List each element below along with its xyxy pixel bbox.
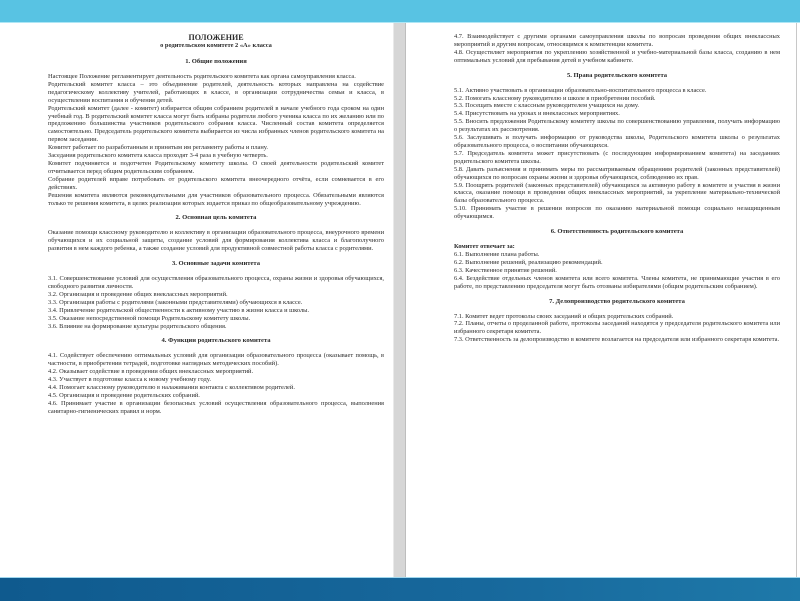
list-item: 7.2. Планы, отчеты о проделанной работе, протоколы заседаний находятся у председателя родительского комитета или избранного секретаря комитета. bbox=[454, 320, 780, 336]
list-item: 3.5. Оказание непосредственной помощи Родительскому комитету школы. bbox=[48, 314, 251, 322]
list-item: 4.3. Участвует в подготовке класса к новому учебному году. bbox=[48, 376, 211, 384]
document-subtitle: о родительском комитете 2 «А» класса bbox=[160, 42, 272, 49]
list-item: 5.2. Помогать классному руководителю и школе в приобретении пособий. bbox=[454, 94, 656, 102]
page-gutter bbox=[393, 23, 406, 577]
list-item: 7.3. Ответственность за делопроизводство в комитете возлагается на председателя или избранного секретаря комитета. bbox=[454, 336, 780, 344]
list-item: 4.2. Оказывает содействие в проведении общих внеклассных мероприятий. bbox=[48, 368, 254, 376]
section-heading: 1. Общие положения bbox=[185, 58, 247, 65]
list-item: 5.3. Посещать вместе с классным руководителем учащихся на дому. bbox=[454, 102, 639, 110]
list-item: 3.1. Совершенствование условий для осуществления образовательного процесса, охраны жизни и здоровья обучающихся, свободного развития личности. bbox=[48, 275, 384, 291]
list-item: 4.6. Принимает участие в организации безопасных условий осуществления образовательного процесса, выполнения санитарно-гигиенических правил и норм. bbox=[48, 399, 384, 415]
bottom-banner bbox=[0, 577, 800, 601]
paragraph: Родительский комитет класса – это объединение родителей, деятельность которых направлена на содействие педагогическому коллективу учителей, работающих в классе, в организации сотрудничества семьи и класса, в осуществлении воспитания и обучения детей. bbox=[48, 80, 384, 104]
paragraph: Родительский комитет (далее - комитет) избирается общим собранием родителей в начале учебного года сроком на один учебный год. В родительский комитет класса могут быть избраны родители любого ученика класса по их желанию или по предложению большинства участников родительского собрания класса. Численный состав комитета определяется самостоятельно. Председатель родительского комитета выбирается из числа избранных членов родительского комитета на первом заседании. bbox=[48, 104, 384, 144]
paragraph: Настоящее Положение регламентирует деятельность родительского комитета как органа самоуправления класса. bbox=[48, 73, 356, 80]
section-heading: 5. Права родительского комитета bbox=[566, 71, 668, 79]
list-item: 5.10. Принимать участие в решении вопросов по оказанию материальной помощи социально незащищенным обучающимся. bbox=[454, 205, 780, 221]
list-item: 6.1. Выполнение плана работы. bbox=[454, 251, 540, 259]
paragraph: Комитет подчиняется и подотчетен Родительскому комитету школы. О своей деятельности родительский комитет отчитывается перед общим родительским собранием. bbox=[48, 159, 384, 175]
top-banner bbox=[0, 0, 800, 23]
list-item: 6.2. Выполнение решений, реализацию рекомендаций. bbox=[454, 258, 603, 266]
section-heading: 3. Основные задачи комитета bbox=[171, 260, 261, 268]
paragraph: Оказание помощи классному руководителю и коллективу в организации образовательного процесса, внеурочного времени обучающихся и их социальной защиты, создание условий для формирования коллектива класса и благополучного развития в нем каждого ребенка, а также создание условий для продуктивной совместной работы класса с родителями. bbox=[48, 229, 384, 253]
list-item: 5.1. Активно участвовать в организации образовательно-воспитательного процесса в классе. bbox=[454, 86, 707, 94]
list-item: 5.9. Поощрять родителей (законных представителей) обучающихся за активную работу в комитете и участия в жизни класса, оказание помощи в проведении общих внеклассных мероприятий, за укрепление материально-технической базы образовательного процесса. bbox=[454, 181, 780, 205]
paragraph: Комитет работает по разработанным и принятым им регламенту работы и плану. bbox=[48, 144, 268, 152]
paragraph: Решения комитета являются рекомендательными для участников образовательного процесса. Обязательными являются только те решения комитета, в целях реализации которых издается приказ по общеобразовательному учреждению. bbox=[48, 191, 384, 207]
list-item: 6.3. Качественное принятие решений. bbox=[454, 266, 557, 274]
section-heading: 2. Основная цель комитета bbox=[175, 214, 257, 222]
document-title: ПОЛОЖЕНИЕ bbox=[188, 33, 244, 42]
list-item: 5.6. Заслушивать и получать информацию от руководства школы, Родительского комитета школы о результатах образовательного процесса, о воспитании обучающихся. bbox=[454, 134, 780, 149]
list-item: 4.1. Содействует обеспечению оптимальных условий для организации образовательного процесса (оказывает помощь, в частности, в приобретении тетрадей, подготовке наглядных методических пособий). bbox=[48, 352, 384, 368]
list-item: 5.4. Присутствовать на уроках и внеклассных мероприятиях. bbox=[454, 110, 620, 118]
paragraph: Заседания родительского комитета класса проходят 3-4 раза в учебную четверть. bbox=[48, 152, 268, 160]
section-intro: Комитет отвечает за: bbox=[454, 243, 515, 251]
section-heading: 6. Ответственность родительского комитета bbox=[550, 228, 684, 236]
list-item: 7.1. Комитет ведет протоколы своих заседаний и общих родительских собраний. bbox=[454, 312, 674, 320]
list-item: 4.4. Помогает классному руководителю в налаживании контакта с коллективом родителей. bbox=[48, 384, 295, 392]
list-item: 3.3. Организация работы с родителями (законными представителями) обучающихся в классе. bbox=[48, 298, 303, 306]
list-item: 4.5. Организация и проведение родительских собраний. bbox=[48, 392, 200, 399]
list-item: 3.2. Организация и проведение общих внеклассных мероприятий. bbox=[48, 290, 228, 298]
document-page-right bbox=[406, 23, 797, 577]
list-item: 6.4. Бездействие отдельных членов комитета или всего комитета. Члены комитета, не принимающие участия в его работе, по представлению председателя могут быть отозваны избирателями (общим родительским собранием). bbox=[454, 274, 780, 290]
list-item: 5.7. Председатель комитета может присутствовать (с последующим информированием комитета) на заседаниях родительского комитета школы. bbox=[454, 149, 780, 165]
list-item: 5.8. Давать разъяснения и принимать меры по рассматриваемым обращениям родителей (законных представителей) обучающихся по вопросам охраны жизни и здоровья обучающихся, соблюдению их прав. bbox=[454, 165, 780, 181]
paragraph: Собрание родителей вправе потребовать от родительского комитета внеочередного отчёта, если сомневается в его действиях. bbox=[48, 175, 384, 191]
section-heading: 7. Делопроизводство родительского комитета bbox=[549, 297, 685, 305]
list-item: 3.4. Привлечение родительской общественности к активному участию в жизни класса и школы. bbox=[48, 306, 310, 314]
list-item: 4.8. Осуществляет мероприятия по укреплению хозяйственной и учебно-материальной базы класса, созданию в нем оптимальных условий для пребывания детей в учебном кабинете. bbox=[454, 48, 780, 64]
list-item: 3.6. Влияние на формирование культуры родительского общения. bbox=[48, 322, 227, 330]
list-item: 5.5. Вносить предложения Родительскому комитету школы по совершенствованию управления, получать информацию о результатах их рассмотрения. bbox=[454, 118, 780, 134]
document-page-left bbox=[0, 23, 393, 577]
list-item: 4.7. Взаимодействует с другими органами самоуправления школы по вопросам проведения общих внеклассных мероприятий и другим вопросам, относящимся к компетенции комитета. bbox=[454, 33, 780, 48]
section-heading: 4. Функции родительского комитета bbox=[161, 337, 271, 345]
